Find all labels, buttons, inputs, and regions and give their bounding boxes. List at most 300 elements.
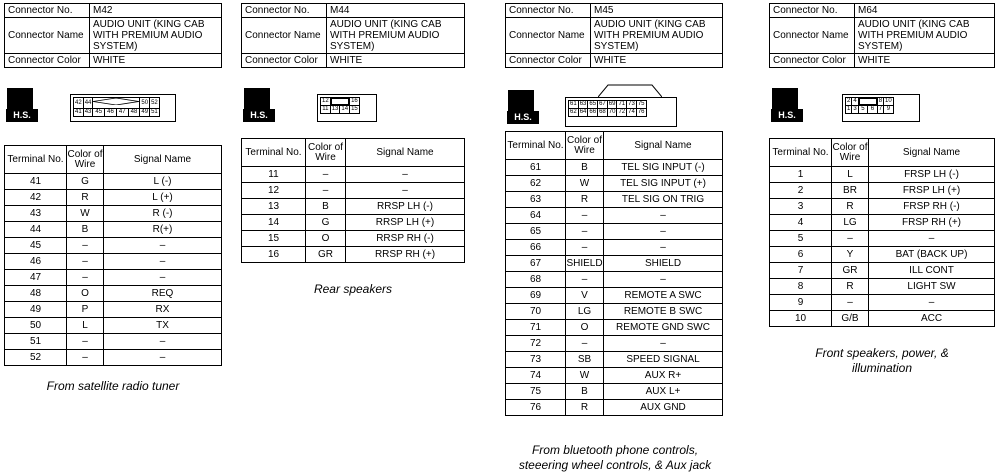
table-row — [5, 254, 222, 270]
connector-info-table — [505, 3, 723, 68]
wire-color-cell: W — [566, 176, 604, 192]
terminal-no-cell: 45 — [5, 238, 67, 254]
pin: 74 — [628, 109, 635, 115]
connector-color-value: WHITE — [855, 54, 995, 68]
hs-label: H.S. — [243, 109, 275, 122]
signal-name-header: Signal Name — [346, 139, 465, 167]
signal-name-cell: RX — [104, 302, 222, 318]
table-row — [770, 199, 995, 215]
wire-color-cell: B — [566, 384, 604, 400]
terminal-no-cell: 41 — [5, 174, 67, 190]
terminal-no-cell: 9 — [770, 295, 832, 311]
wire-color-cell: L — [67, 318, 104, 334]
terminal-no-cell: 61 — [506, 160, 566, 176]
wire-color-cell: Y — [832, 247, 869, 263]
table-row — [5, 350, 222, 366]
wire-color-cell: – — [67, 334, 104, 350]
wire-color-cell: R — [566, 400, 604, 416]
table-row — [242, 183, 465, 199]
terminal-no-cell: 46 — [5, 254, 67, 270]
terminal-no-cell: 48 — [5, 286, 67, 302]
pin: 51 — [151, 109, 158, 115]
table-row — [506, 208, 723, 224]
wire-color-cell: G — [306, 215, 346, 231]
table-row — [506, 224, 723, 240]
pin: 71 — [618, 101, 626, 107]
pin: 62 — [570, 109, 577, 115]
wire-color-cell: G/B — [832, 311, 869, 327]
signal-name-cell: – — [346, 183, 465, 199]
pin: 75 — [637, 101, 645, 107]
wire-color-cell: R — [566, 192, 604, 208]
wire-color-cell: – — [67, 254, 104, 270]
signal-name-cell: FRSP RH (-) — [869, 199, 995, 215]
terminal-no-cell: 66 — [506, 240, 566, 256]
wire-color-cell: R — [832, 199, 869, 215]
connector-pin-grid — [568, 100, 647, 117]
connector-panel-m45 — [505, 0, 727, 473]
table-row — [770, 311, 995, 327]
terminal-no-cell: 71 — [506, 320, 566, 336]
table-row — [5, 334, 222, 350]
table-row — [242, 199, 465, 215]
pin: 50 — [140, 98, 150, 109]
terminal-no-cell: 14 — [242, 215, 306, 231]
table-row — [506, 272, 723, 288]
wire-color-cell: L — [832, 167, 869, 183]
panel-caption — [485, 443, 745, 473]
connector-face-diagram — [842, 94, 920, 122]
terminal-no-cell: 5 — [770, 231, 832, 247]
terminal-no-cell: 72 — [506, 336, 566, 352]
table-row — [506, 400, 723, 416]
table-row — [506, 304, 723, 320]
caption-line: steeering wheel controls, & Aux jack — [518, 458, 712, 472]
connector-key — [858, 98, 877, 106]
pin: 44 — [83, 98, 93, 109]
signal-name-cell: – — [604, 208, 723, 224]
signal-name-cell: L (-) — [104, 174, 222, 190]
signal-name-cell: SPEED SIGNAL — [604, 352, 723, 368]
connector-name-label: Connector Name — [770, 18, 855, 54]
connector-no-value: M44 — [327, 4, 465, 18]
table-row — [5, 238, 222, 254]
wire-color-cell: GR — [832, 263, 869, 279]
pin: 15 — [351, 106, 358, 112]
terminal-no-cell: 67 — [506, 256, 566, 272]
pin: 13 — [331, 106, 339, 112]
table-row — [242, 167, 465, 183]
terminal-no-cell: 7 — [770, 263, 832, 279]
terminal-no-cell: 4 — [770, 215, 832, 231]
wire-color-cell: O — [306, 231, 346, 247]
pin: 5 — [858, 106, 868, 114]
wire-color-cell: – — [306, 183, 346, 199]
pin: 43 — [84, 109, 92, 115]
connector-color-label: Connector Color — [5, 54, 90, 68]
terminal-no-cell: 63 — [506, 192, 566, 208]
harness-side-icon — [771, 88, 803, 122]
wire-color-cell: R — [67, 190, 104, 206]
connector-key — [330, 98, 349, 106]
signal-name-cell: AUX L+ — [604, 384, 723, 400]
wire-color-cell: – — [566, 272, 604, 288]
terminal-no-cell: 73 — [506, 352, 566, 368]
table-row — [770, 247, 995, 263]
terminal-no-cell: 52 — [5, 350, 67, 366]
terminal-no-cell: 2 — [770, 183, 832, 199]
wire-color-cell: – — [566, 224, 604, 240]
wire-color-cell: R — [832, 279, 869, 295]
signal-name-cell: TEL SIG ON TRIG — [604, 192, 723, 208]
terminal-no-cell: 50 — [5, 318, 67, 334]
terminal-no-cell: 64 — [506, 208, 566, 224]
connector-panel-m64 — [769, 0, 997, 473]
terminal-no-cell: 76 — [506, 400, 566, 416]
table-row — [506, 256, 723, 272]
wire-color-cell: V — [566, 288, 604, 304]
signal-name-cell: REQ — [104, 286, 222, 302]
wire-color-header: Color of Wire — [832, 139, 869, 167]
pin: 69 — [608, 101, 616, 107]
wire-color-header: Color of Wire — [306, 139, 346, 167]
connector-key — [93, 98, 140, 109]
table-row — [770, 231, 995, 247]
table-row — [506, 320, 723, 336]
pin: 11 — [322, 106, 329, 112]
key-slot — [859, 98, 877, 105]
pin: 61 — [570, 101, 577, 107]
pin: 63 — [579, 101, 587, 107]
wire-color-cell: O — [67, 286, 104, 302]
terminal-no-cell: 6 — [770, 247, 832, 263]
connector-name-value: AUDIO UNIT (KING CAB WITH PREMIUM AUDIO SYSTEM) — [90, 18, 222, 54]
signal-name-cell: – — [604, 336, 723, 352]
table-row — [5, 174, 222, 190]
pin: 72 — [618, 109, 626, 115]
caption-line: illumination — [851, 361, 913, 375]
terminal-no-cell: 12 — [242, 183, 306, 199]
connector-name-label: Connector Name — [242, 18, 327, 54]
wire-color-cell: G — [67, 174, 104, 190]
terminal-no-cell: 8 — [770, 279, 832, 295]
signal-name-cell: ACC — [869, 311, 995, 327]
wire-color-cell: – — [306, 167, 346, 183]
wire-color-cell: BR — [832, 183, 869, 199]
terminal-no-cell: 42 — [5, 190, 67, 206]
terminal-no-cell: 10 — [770, 311, 832, 327]
terminal-no-cell: 15 — [242, 231, 306, 247]
wire-color-cell: B — [306, 199, 346, 215]
connector-face-diagram — [565, 97, 677, 127]
table-row — [770, 295, 995, 311]
connector-face-diagram — [317, 94, 377, 122]
connector-name-label: Connector Name — [506, 18, 591, 54]
signal-name-cell: TX — [104, 318, 222, 334]
pin: 9 — [884, 106, 894, 114]
table-row — [506, 384, 723, 400]
connector-no-label: Connector No. — [506, 4, 591, 18]
pin: 47 — [116, 109, 128, 117]
table-row — [242, 231, 465, 247]
wire-color-cell: – — [67, 350, 104, 366]
pin: 16 — [351, 98, 358, 104]
connector-no-label: Connector No. — [5, 4, 90, 18]
pin: 48 — [128, 109, 140, 117]
terminal-no-cell: 68 — [506, 272, 566, 288]
pin: 41 — [75, 109, 82, 115]
signal-name-cell: – — [346, 167, 465, 183]
terminal-no-cell: 11 — [242, 167, 306, 183]
pin: 14 — [341, 106, 349, 112]
connector-info-table — [241, 3, 465, 68]
wire-color-cell: SB — [566, 352, 604, 368]
key-slot — [331, 98, 349, 105]
pin: 1 — [847, 106, 851, 112]
signal-name-cell: RRSP LH (-) — [346, 199, 465, 215]
pin: 76 — [637, 109, 645, 115]
hs-label: H.S. — [771, 109, 803, 122]
terminal-table — [241, 138, 465, 263]
table-row — [770, 167, 995, 183]
connector-name-value: AUDIO UNIT (KING CAB WITH PREMIUM AUDIO SYSTEM) — [591, 18, 723, 54]
signal-name-cell: AUX GND — [604, 400, 723, 416]
panel-caption — [769, 346, 995, 376]
connector-name-label: Connector Name — [5, 18, 90, 54]
connector-no-label: Connector No. — [242, 4, 327, 18]
wire-color-cell: – — [67, 238, 104, 254]
terminal-table — [505, 131, 723, 416]
signal-name-cell: L (+) — [104, 190, 222, 206]
terminal-no-header: Terminal No. — [242, 139, 306, 167]
terminal-no-cell: 1 — [770, 167, 832, 183]
terminal-no-header: Terminal No. — [770, 139, 832, 167]
signal-name-cell: R(+) — [104, 222, 222, 238]
wire-color-cell: – — [832, 231, 869, 247]
pin: 45 — [93, 109, 105, 117]
signal-name-cell: – — [104, 350, 222, 366]
pin: 42 — [74, 98, 84, 109]
pin: 7 — [878, 106, 883, 112]
connector-info-table — [4, 3, 222, 68]
connector-color-value: WHITE — [327, 54, 465, 68]
terminal-no-cell: 62 — [506, 176, 566, 192]
connector-pin-grid — [845, 97, 894, 114]
table-row — [5, 270, 222, 286]
signal-name-cell: FRSP LH (-) — [869, 167, 995, 183]
pin: 49 — [141, 109, 149, 115]
connector-no-value: M45 — [591, 4, 723, 18]
signal-name-cell: – — [604, 240, 723, 256]
panel-caption — [4, 379, 222, 394]
pin: 66 — [589, 109, 597, 115]
wire-color-cell: P — [67, 302, 104, 318]
pin: 8 — [878, 98, 883, 104]
connector-panel-m44 — [241, 0, 469, 473]
connector-color-label: Connector Color — [770, 54, 855, 68]
signal-name-cell: REMOTE GND SWC — [604, 320, 723, 336]
hs-label: H.S. — [507, 111, 539, 124]
table-row — [5, 222, 222, 238]
connector-face-diagram — [70, 94, 176, 122]
terminal-no-cell: 43 — [5, 206, 67, 222]
signal-name-cell: R (-) — [104, 206, 222, 222]
signal-name-cell: SHIELD — [604, 256, 723, 272]
table-row — [5, 190, 222, 206]
wire-color-cell: GR — [306, 247, 346, 263]
signal-name-cell: FRSP RH (+) — [869, 215, 995, 231]
harness-side-icon — [243, 88, 275, 122]
caption-line: From bluetooth phone controls, — [531, 443, 699, 457]
signal-name-cell: RRSP RH (+) — [346, 247, 465, 263]
signal-name-cell: FRSP LH (+) — [869, 183, 995, 199]
table-row — [506, 336, 723, 352]
signal-name-cell: LIGHT SW — [869, 279, 995, 295]
wire-color-cell: B — [566, 160, 604, 176]
pin: 68 — [599, 109, 606, 115]
connector-lock-tab — [598, 84, 662, 98]
pin: 6 — [868, 106, 878, 114]
table-row — [770, 183, 995, 199]
terminal-no-cell: 69 — [506, 288, 566, 304]
wire-color-cell: LG — [832, 215, 869, 231]
connector-color-label: Connector Color — [506, 54, 591, 68]
terminal-no-header: Terminal No. — [506, 132, 566, 160]
pin: 52 — [150, 98, 160, 109]
connector-no-value: M64 — [855, 4, 995, 18]
table-row — [506, 368, 723, 384]
pin: 70 — [608, 109, 616, 115]
wire-color-cell: O — [566, 320, 604, 336]
connector-panel-m42 — [4, 0, 226, 473]
table-row — [5, 206, 222, 222]
table-row — [5, 286, 222, 302]
terminal-no-cell: 13 — [242, 199, 306, 215]
wire-color-cell: B — [67, 222, 104, 238]
signal-name-cell: – — [104, 334, 222, 350]
signal-name-cell: – — [104, 270, 222, 286]
connector-no-label: Connector No. — [770, 4, 855, 18]
connector-color-value: WHITE — [591, 54, 723, 68]
hs-label: H.S. — [6, 109, 38, 122]
signal-name-cell: REMOTE A SWC — [604, 288, 723, 304]
table-row — [506, 288, 723, 304]
table-row — [770, 279, 995, 295]
signal-name-header: Signal Name — [104, 146, 222, 174]
pin: 65 — [589, 101, 597, 107]
table-row — [506, 192, 723, 208]
wire-color-cell: – — [67, 270, 104, 286]
table-row — [770, 263, 995, 279]
table-row — [242, 215, 465, 231]
signal-name-cell: BAT (BACK UP) — [869, 247, 995, 263]
pin: 73 — [628, 101, 635, 107]
signal-name-cell: TEL SIG INPUT (+) — [604, 176, 723, 192]
signal-name-cell: – — [869, 231, 995, 247]
table-row — [506, 240, 723, 256]
signal-name-cell: – — [869, 295, 995, 311]
connector-info-table — [769, 3, 995, 68]
connector-pin-grid — [320, 97, 360, 114]
signal-name-cell: REMOTE B SWC — [604, 304, 723, 320]
harness-side-icon — [6, 88, 38, 122]
wire-color-header: Color of Wire — [67, 146, 104, 174]
signal-name-cell: RRSP LH (+) — [346, 215, 465, 231]
wire-color-cell: W — [566, 368, 604, 384]
table-row — [5, 318, 222, 334]
connector-pin-grid — [73, 97, 160, 117]
wire-color-cell: W — [67, 206, 104, 222]
key-diamond — [93, 98, 139, 105]
wire-color-cell: – — [566, 336, 604, 352]
table-row — [506, 176, 723, 192]
pin: 2 — [847, 98, 851, 104]
terminal-table — [769, 138, 995, 327]
pin: 4 — [853, 98, 857, 104]
pin: 67 — [599, 101, 606, 107]
table-row — [5, 302, 222, 318]
table-row — [242, 247, 465, 263]
terminal-no-cell: 3 — [770, 199, 832, 215]
terminal-table — [4, 145, 222, 366]
signal-name-cell: – — [104, 254, 222, 270]
terminal-no-cell: 49 — [5, 302, 67, 318]
caption-line: From satellite radio tuner — [46, 379, 180, 393]
table-row — [506, 160, 723, 176]
connector-color-label: Connector Color — [242, 54, 327, 68]
wire-color-cell: LG — [566, 304, 604, 320]
signal-name-cell: – — [604, 272, 723, 288]
connector-no-value: M42 — [90, 4, 222, 18]
caption-line: Rear speakers — [313, 282, 393, 296]
signal-name-cell: TEL SIG INPUT (-) — [604, 160, 723, 176]
terminal-no-cell: 75 — [506, 384, 566, 400]
pin: 46 — [105, 109, 117, 117]
connector-name-value: AUDIO UNIT (KING CAB WITH PREMIUM AUDIO SYSTEM) — [327, 18, 465, 54]
wire-color-cell: – — [832, 295, 869, 311]
pin: 64 — [579, 109, 587, 115]
signal-name-header: Signal Name — [604, 132, 723, 160]
connector-color-value: WHITE — [90, 54, 222, 68]
wire-color-header: Color of Wire — [566, 132, 604, 160]
pin: 12 — [322, 98, 329, 104]
table-row — [506, 352, 723, 368]
panel-caption — [241, 282, 465, 297]
terminal-no-cell: 65 — [506, 224, 566, 240]
wire-color-cell: SHIELD — [566, 256, 604, 272]
table-row — [770, 215, 995, 231]
pin: 10 — [885, 98, 892, 104]
terminal-no-cell: 16 — [242, 247, 306, 263]
signal-name-header: Signal Name — [869, 139, 995, 167]
signal-name-cell: – — [104, 238, 222, 254]
wire-color-cell: – — [566, 208, 604, 224]
caption-line: Front speakers, power, & — [815, 346, 949, 360]
terminal-no-cell: 70 — [506, 304, 566, 320]
connector-name-value: AUDIO UNIT (KING CAB WITH PREMIUM AUDIO SYSTEM) — [855, 18, 995, 54]
wire-color-cell: – — [566, 240, 604, 256]
signal-name-cell: AUX R+ — [604, 368, 723, 384]
terminal-no-cell: 74 — [506, 368, 566, 384]
terminal-no-cell: 51 — [5, 334, 67, 350]
terminal-no-cell: 44 — [5, 222, 67, 238]
signal-name-cell: – — [604, 224, 723, 240]
terminal-no-cell: 47 — [5, 270, 67, 286]
signal-name-cell: RRSP RH (-) — [346, 231, 465, 247]
signal-name-cell: ILL CONT — [869, 263, 995, 279]
pin: 3 — [853, 106, 857, 112]
harness-side-icon — [507, 90, 539, 124]
